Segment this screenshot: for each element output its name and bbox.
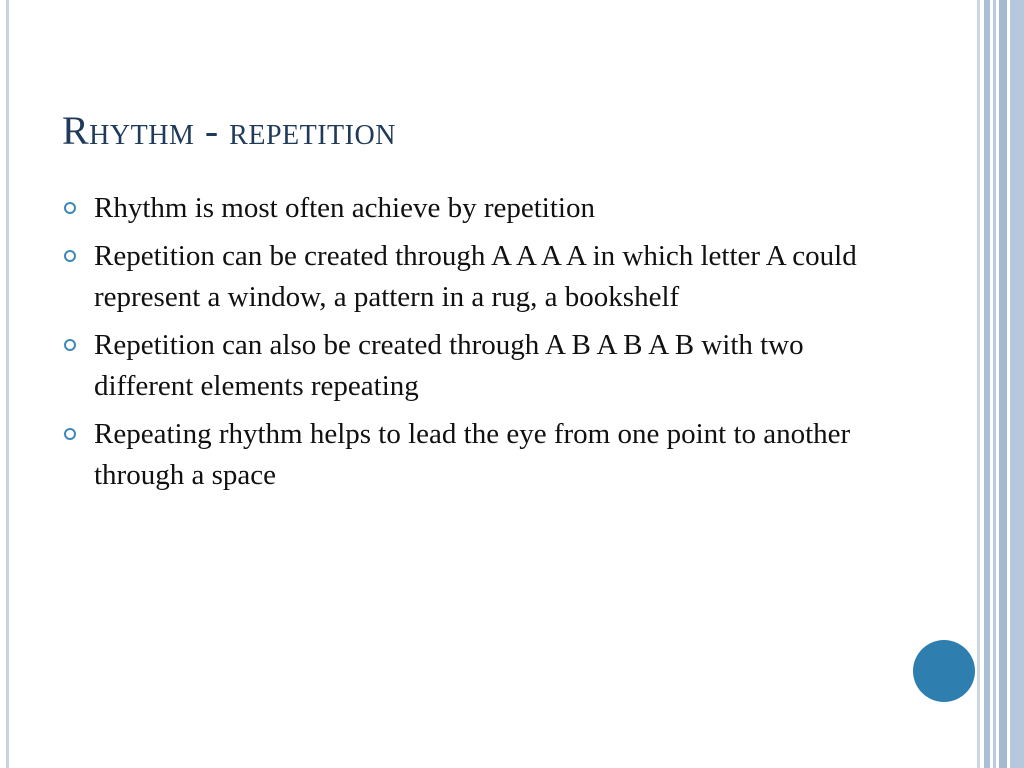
bullet-text: Repetition can also be created through A B A B A B with two different elements repeating [94, 329, 804, 402]
right-stripe [1010, 0, 1024, 768]
right-stripe [984, 0, 990, 768]
decorative-circle [913, 640, 975, 702]
bullet-item [62, 414, 892, 496]
bullet-item [62, 188, 892, 229]
bullet-item [62, 325, 892, 407]
right-stripe [999, 0, 1007, 768]
bullet-circle-icon [64, 250, 76, 262]
bullet-text: Repetition can be created through A A A A in which letter A could represent a window, a pattern in a rug, a bookshelf [94, 240, 857, 313]
right-stripe [993, 0, 996, 768]
left-border-line [6, 0, 9, 768]
bullet-list [62, 188, 892, 503]
bullet-circle-icon [64, 202, 76, 214]
bullet-circle-icon [64, 428, 76, 440]
bullet-text: Rhythm is most often achieve by repetition [94, 192, 595, 224]
right-stripe [977, 0, 980, 768]
slide-title: Rhythm - repetition [62, 108, 396, 153]
bullet-text: Repeating rhythm helps to lead the eye from one point to another through a space [94, 418, 851, 491]
bullet-circle-icon [64, 339, 76, 351]
bullet-item [62, 236, 892, 318]
